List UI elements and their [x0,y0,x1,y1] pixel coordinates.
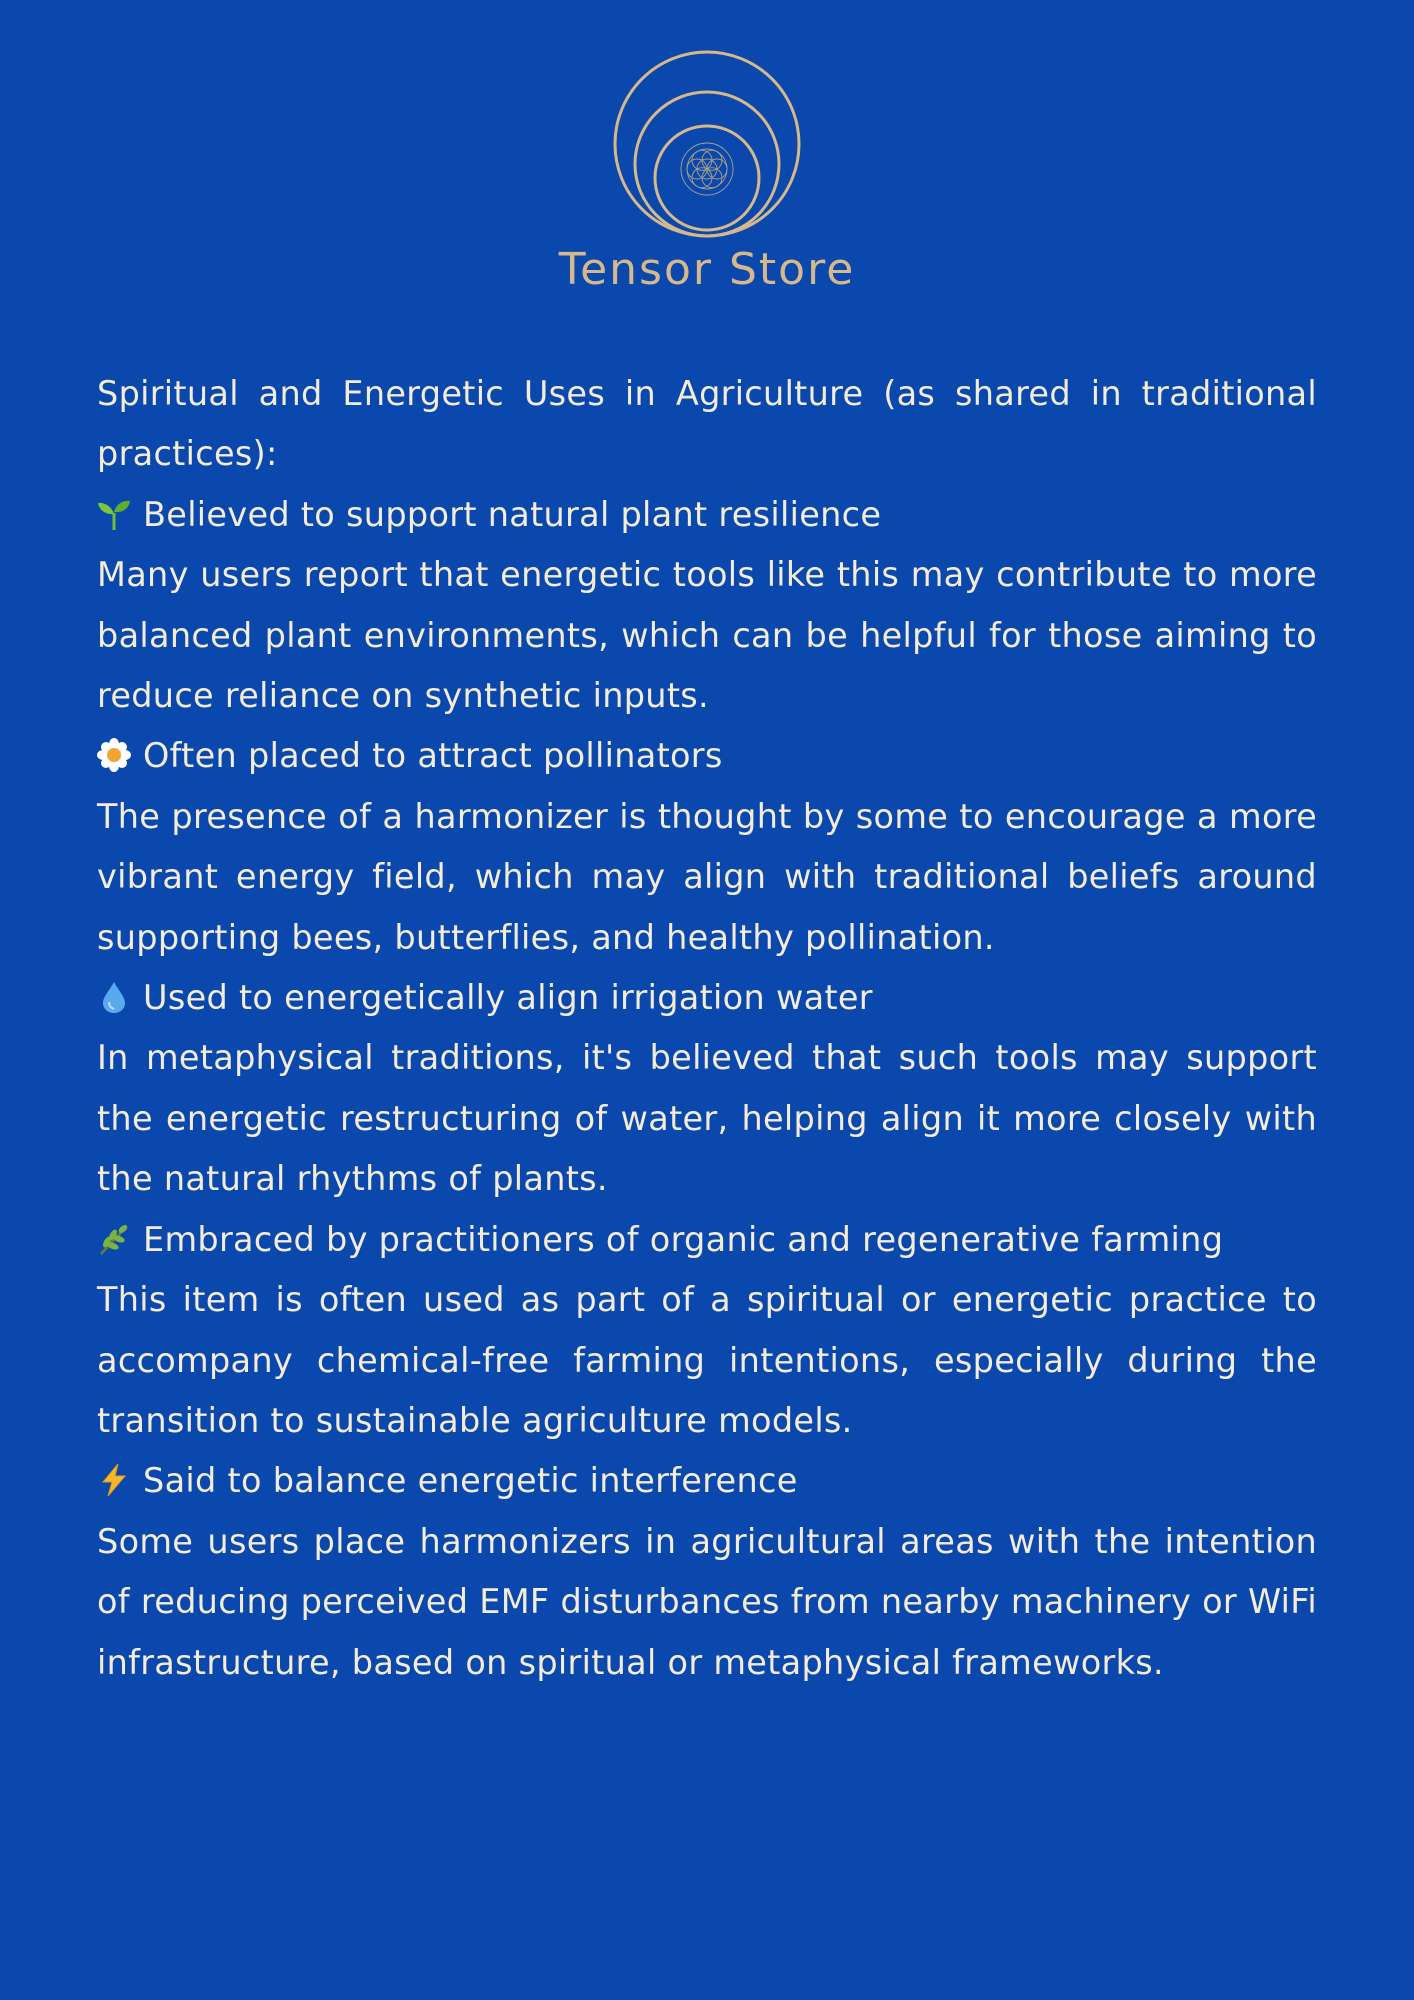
section-body: In metaphysical traditions, it's believed that such tools may support the energetic restructuring of water, helping align it more closely with the natural rhythms of plants. [97,1038,1317,1199]
section-heading-text: Used to energetically align irrigation water [143,978,873,1018]
daisy-flower-icon [97,738,131,772]
section-heading-text: Often placed to attract pollinators [143,736,723,776]
section-heading-text: Embraced by practitioners of organic and regenerative farming [143,1219,1224,1259]
intro-paragraph: Spiritual and Energetic Uses in Agriculture (as shared in traditional practices): [97,374,1317,474]
section-heading [97,485,1317,545]
lightning-bolt-icon [97,1463,131,1497]
section-body: This item is often used as part of a spiritual or energetic practice to accompany chemical-free farming intentions, especially during the transition to sustainable agriculture models. [97,1280,1317,1440]
section-heading [97,726,1317,786]
brand-name: Tensor Store [558,244,856,295]
section-heading [97,1451,1317,1511]
seedling-icon [97,497,131,531]
section-body: The presence of a harmonizer is thought by some to encourage a more vibrant energy field, which may align with traditional beliefs around supporting bees, butterflies, and healthy pollination. [97,796,1317,957]
section-heading [97,968,1317,1028]
concentric-rings-logo-icon [612,48,802,240]
section-heading [97,1210,1317,1270]
description-text [97,364,1317,1693]
herb-icon [97,1222,131,1256]
section-body: Many users report that energetic tools like this may contribute to more balanced plant environments, which can be helpful for those aiming to reduce reliance on synthetic inputs. [97,555,1317,716]
section-body: Some users place harmonizers in agricultural areas with the intention of reducing perceived EMF disturbances from nearby machinery or WiFi infrastructure, based on spiritual or metaphysical frameworks. [97,1521,1317,1682]
section-heading-text: Said to balance energetic interference [143,1461,798,1501]
water-droplet-icon [97,980,131,1014]
brand-logo [0,48,1414,308]
section-heading-text: Believed to support natural plant resilience [143,494,882,534]
